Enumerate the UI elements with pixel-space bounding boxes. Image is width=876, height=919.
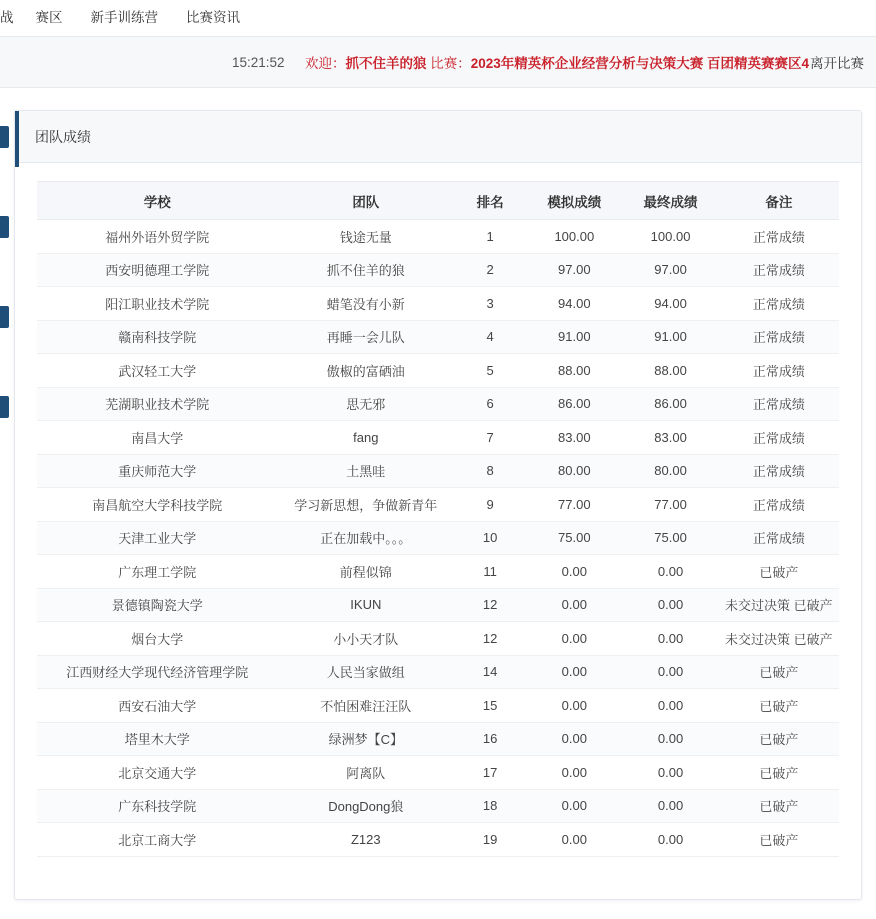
cell-team: 抓不住羊的狼 [278, 253, 454, 287]
cell-school: 广东科技学院 [37, 789, 278, 823]
cell-note: 已破产 [719, 655, 839, 689]
header-school[interactable]: 学校 [37, 182, 278, 220]
table-head [37, 182, 839, 220]
table-row[interactable] [37, 454, 839, 488]
cell-rank: 10 [454, 521, 526, 555]
cell-final-score: 0.00 [622, 823, 718, 857]
cell-note: 正常成绩 [719, 421, 839, 455]
cell-team: IKUN [278, 588, 454, 622]
top-navigation [0, 0, 876, 36]
cell-team: 不怕困难汪汪队 [278, 689, 454, 723]
cell-note: 正常成绩 [719, 354, 839, 388]
cell-sim-score: 0.00 [526, 655, 622, 689]
header-team[interactable]: 团队 [278, 182, 454, 220]
cell-rank: 12 [454, 622, 526, 656]
cell-final-score: 97.00 [622, 253, 718, 287]
cell-sim-score: 0.00 [526, 689, 622, 723]
table-row[interactable] [37, 789, 839, 823]
cell-final-score: 88.00 [622, 354, 718, 388]
cell-rank: 2 [454, 253, 526, 287]
cell-rank: 9 [454, 488, 526, 522]
cell-team: 蜡笔没有小新 [278, 287, 454, 321]
cell-school: 北京工商大学 [37, 823, 278, 857]
cell-note: 已破产 [719, 722, 839, 756]
table-row[interactable] [37, 722, 839, 756]
table-row[interactable] [37, 387, 839, 421]
table-row[interactable] [37, 622, 839, 656]
cell-sim-score: 0.00 [526, 789, 622, 823]
cell-team: 正在加载中。。。 [278, 521, 454, 555]
cell-final-score: 0.00 [622, 722, 718, 756]
cell-sim-score: 0.00 [526, 588, 622, 622]
sidebar-rail [0, 110, 9, 810]
team-results-panel [14, 110, 862, 900]
table-row[interactable] [37, 555, 839, 589]
cell-school: 赣南科技学院 [37, 320, 278, 354]
cell-final-score: 86.00 [622, 387, 718, 421]
cell-school: 西安石油大学 [37, 689, 278, 723]
table-row[interactable] [37, 421, 839, 455]
cell-rank: 4 [454, 320, 526, 354]
cell-final-score: 94.00 [622, 287, 718, 321]
cell-school: 阳江职业技术学院 [37, 287, 278, 321]
cell-rank: 19 [454, 823, 526, 857]
cell-final-score: 0.00 [622, 789, 718, 823]
cell-school: 广东理工学院 [37, 555, 278, 589]
table-row[interactable] [37, 354, 839, 388]
cell-team: DongDong狼 [278, 789, 454, 823]
cell-sim-score: 94.00 [526, 287, 622, 321]
cell-note: 已破产 [719, 789, 839, 823]
header-rank[interactable]: 排名 [454, 182, 526, 220]
welcome-banner [305, 52, 809, 72]
cell-note: 已破产 [719, 756, 839, 790]
welcome-match-name: 2023年精英杯企业经营分析与决策大赛 百团精英赛赛区4 [470, 56, 810, 71]
cell-rank: 3 [454, 287, 526, 321]
table-row[interactable] [37, 220, 839, 254]
header-sim-score[interactable]: 模拟成绩 [526, 182, 622, 220]
cell-final-score: 77.00 [622, 488, 718, 522]
cell-note: 正常成绩 [719, 488, 839, 522]
cell-team: fang [278, 421, 454, 455]
cell-team: 人民当家做组 [278, 655, 454, 689]
cell-team: 阿离队 [278, 756, 454, 790]
cell-school: 南昌大学 [37, 421, 278, 455]
cell-final-score: 83.00 [622, 421, 718, 455]
cell-team: 傲椒的富硒油 [278, 354, 454, 388]
cell-team: 思无邪 [278, 387, 454, 421]
cell-school: 景德镇陶瓷大学 [37, 588, 278, 622]
cell-sim-score: 0.00 [526, 823, 622, 857]
cell-sim-score: 88.00 [526, 354, 622, 388]
match-info-bar [0, 36, 876, 88]
cell-rank: 17 [454, 756, 526, 790]
cell-final-score: 80.00 [622, 454, 718, 488]
cell-school: 西安明德理工学院 [37, 253, 278, 287]
cell-sim-score: 77.00 [526, 488, 622, 522]
cell-sim-score: 0.00 [526, 555, 622, 589]
cell-final-score: 0.00 [622, 622, 718, 656]
cell-school: 北京交通大学 [37, 756, 278, 790]
cell-final-score: 0.00 [622, 689, 718, 723]
cell-school: 南昌航空大学科技学院 [37, 488, 278, 522]
cell-team: 再睡一会儿队 [278, 320, 454, 354]
cell-note: 未交过决策 已破产 [719, 622, 839, 656]
cell-final-score: 0.00 [622, 555, 718, 589]
cell-rank: 11 [454, 555, 526, 589]
cell-team: 钱途无量 [278, 220, 454, 254]
cell-note: 正常成绩 [719, 220, 839, 254]
cell-team: 小小天才队 [278, 622, 454, 656]
cell-sim-score: 75.00 [526, 521, 622, 555]
leave-match-link[interactable]: 离开比赛 [810, 56, 864, 71]
cell-sim-score: 97.00 [526, 253, 622, 287]
cell-school: 福州外语外贸学院 [37, 220, 278, 254]
cell-rank: 8 [454, 454, 526, 488]
table-row[interactable] [37, 287, 839, 321]
cell-rank: 14 [454, 655, 526, 689]
header-final-score[interactable]: 最终成绩 [622, 182, 718, 220]
welcome-middle: 比赛： [426, 56, 471, 71]
cell-team: Z123 [278, 823, 454, 857]
cell-final-score: 0.00 [622, 756, 718, 790]
table-body [37, 220, 839, 857]
cell-school: 武汉轻工大学 [37, 354, 278, 388]
clock-label: 15:21:52 [232, 54, 285, 70]
cell-team: 土黑哇 [278, 454, 454, 488]
cell-rank: 18 [454, 789, 526, 823]
table-row[interactable] [37, 320, 839, 354]
sidebar-rail-stub-4[interactable] [0, 396, 9, 418]
nav-item-3[interactable]: 比赛资讯 [186, 10, 240, 25]
cell-sim-score: 86.00 [526, 387, 622, 421]
table-row[interactable] [37, 588, 839, 622]
cell-note: 已破产 [719, 689, 839, 723]
header-note[interactable]: 备注 [719, 182, 839, 220]
table-row[interactable] [37, 756, 839, 790]
cell-school: 塔里木大学 [37, 722, 278, 756]
table-row[interactable] [37, 253, 839, 287]
cell-note: 正常成绩 [719, 253, 839, 287]
cell-school: 天津工业大学 [37, 521, 278, 555]
table-row[interactable] [37, 521, 839, 555]
table-row[interactable] [37, 823, 839, 857]
cell-note: 正常成绩 [719, 320, 839, 354]
results-table-wrapper [15, 163, 861, 857]
cell-final-score: 91.00 [622, 320, 718, 354]
nav-item-2[interactable]: 新手训练营 [90, 10, 158, 25]
cell-note: 未交过决策 已破产 [719, 588, 839, 622]
welcome-username: 抓不住羊的狼 [345, 56, 427, 71]
cell-sim-score: 0.00 [526, 756, 622, 790]
team-results-table [37, 181, 839, 857]
panel-accent-bar [15, 111, 19, 167]
cell-school: 重庆师范大学 [37, 454, 278, 488]
cell-team: 学习新思想，争做新青年 [278, 488, 454, 522]
cell-team: 绿洲梦【C】 [278, 722, 454, 756]
cell-rank: 5 [454, 354, 526, 388]
cell-team: 前程似锦 [278, 555, 454, 589]
table-row[interactable] [37, 689, 839, 723]
panel-title: 团队成绩 [15, 111, 861, 163]
cell-final-score: 0.00 [622, 655, 718, 689]
cell-rank: 6 [454, 387, 526, 421]
nav-item-0[interactable]: 战 [0, 10, 14, 25]
cell-note: 正常成绩 [719, 287, 839, 321]
cell-school: 江西财经大学现代经济管理学院 [37, 655, 278, 689]
cell-note: 已破产 [719, 555, 839, 589]
cell-final-score: 0.00 [622, 588, 718, 622]
sidebar-rail-stub-1[interactable] [0, 126, 9, 148]
cell-sim-score: 80.00 [526, 454, 622, 488]
cell-final-score: 100.00 [622, 220, 718, 254]
cell-sim-score: 0.00 [526, 622, 622, 656]
sidebar-rail-stub-2[interactable] [0, 216, 9, 238]
cell-rank: 16 [454, 722, 526, 756]
cell-note: 正常成绩 [719, 387, 839, 421]
cell-sim-score: 83.00 [526, 421, 622, 455]
cell-rank: 1 [454, 220, 526, 254]
sidebar-rail-stub-3[interactable] [0, 306, 9, 328]
cell-note: 已破产 [719, 823, 839, 857]
cell-rank: 15 [454, 689, 526, 723]
table-row[interactable] [37, 488, 839, 522]
cell-rank: 7 [454, 421, 526, 455]
cell-school: 芜湖职业技术学院 [37, 387, 278, 421]
nav-item-1[interactable]: 赛区 [35, 10, 63, 25]
cell-sim-score: 100.00 [526, 220, 622, 254]
cell-rank: 12 [454, 588, 526, 622]
cell-sim-score: 0.00 [526, 722, 622, 756]
welcome-prefix: 欢迎： [305, 56, 346, 71]
cell-note: 正常成绩 [719, 521, 839, 555]
table-row[interactable] [37, 655, 839, 689]
cell-note: 正常成绩 [719, 454, 839, 488]
cell-sim-score: 91.00 [526, 320, 622, 354]
table-header-row [37, 182, 839, 220]
cell-school: 烟台大学 [37, 622, 278, 656]
cell-final-score: 75.00 [622, 521, 718, 555]
